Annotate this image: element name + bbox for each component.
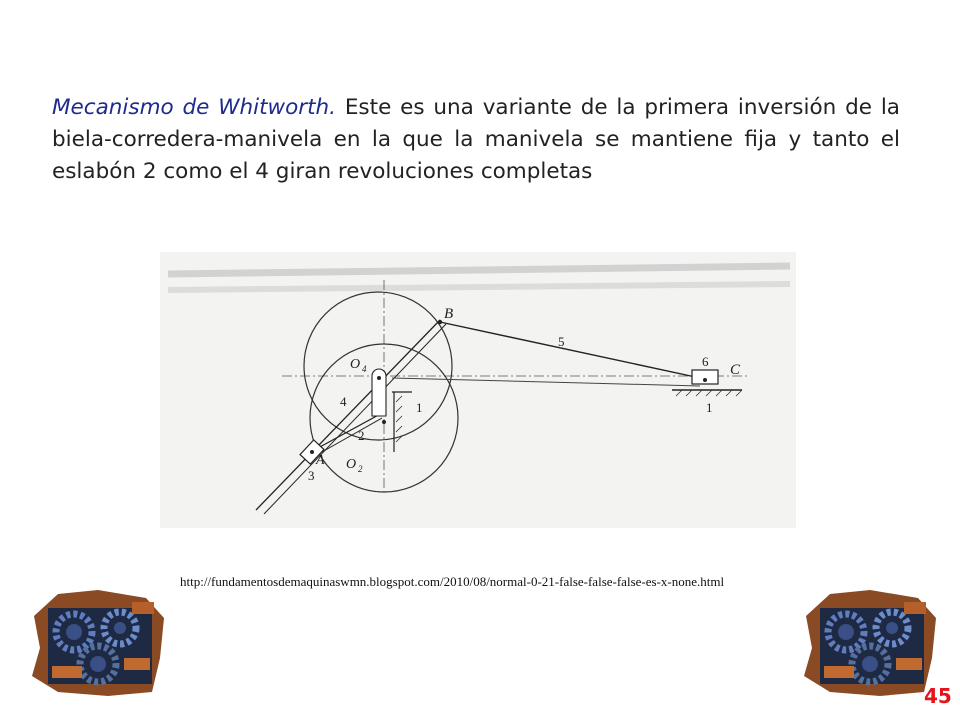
- gear-hub: [90, 656, 106, 672]
- brick: [896, 658, 922, 670]
- label-a: A: [316, 453, 325, 468]
- gear-hub: [886, 622, 898, 634]
- brick: [824, 666, 854, 678]
- label-o2: O: [346, 457, 357, 472]
- label-b: B: [444, 306, 454, 322]
- gear-logo-icon: [800, 588, 940, 698]
- mechanism-drawing: [160, 252, 796, 528]
- label-o4-sub: 4: [362, 364, 367, 374]
- gear-hub: [114, 622, 126, 634]
- gear-logo-icon: [28, 588, 168, 698]
- gear-hub: [66, 624, 82, 640]
- mechanism-title: Mecanismo de Whitworth.: [52, 95, 336, 120]
- pivot-o4: [377, 376, 381, 380]
- label-link-1-ground: 1: [706, 400, 713, 415]
- label-link-2: 2: [358, 428, 365, 443]
- pivot-a: [310, 450, 314, 454]
- mechanism-description: Este es una variante de la primera inversión de la biela-corredera-manivela en la que la manivela se mantiene fija y tanto el eslabón 2 como el 4 giran revoluciones completas: [52, 95, 900, 184]
- whitworth-mechanism-diagram: [160, 252, 796, 528]
- label-o4: O: [350, 357, 361, 372]
- label-link-5: 5: [558, 334, 565, 349]
- label-c: C: [730, 362, 741, 378]
- gear-logo-left: [28, 588, 168, 698]
- label-link-4: 4: [340, 394, 347, 409]
- brick: [52, 666, 82, 678]
- gear-hub: [838, 624, 854, 640]
- pivot-o2: [382, 420, 386, 424]
- label-link-6: 6: [702, 354, 709, 369]
- gear-hub: [862, 656, 878, 672]
- source-url: http://fundamentosdemaquinaswmn.blogspot.com/2010/08/normal-0-21-false-false-false-es-x-none.html: [180, 574, 725, 589]
- brick: [124, 658, 150, 670]
- pivot-b: [438, 320, 442, 324]
- label-o2-sub: 2: [358, 464, 363, 474]
- brick: [132, 602, 154, 614]
- pivot-c: [703, 378, 707, 382]
- gear-logo-right: [800, 588, 940, 698]
- label-link-1-frame: 1: [416, 400, 423, 415]
- description-paragraph: [52, 92, 900, 188]
- brick: [904, 602, 926, 614]
- label-link-3: 3: [308, 468, 315, 483]
- page-number: 45: [924, 684, 952, 708]
